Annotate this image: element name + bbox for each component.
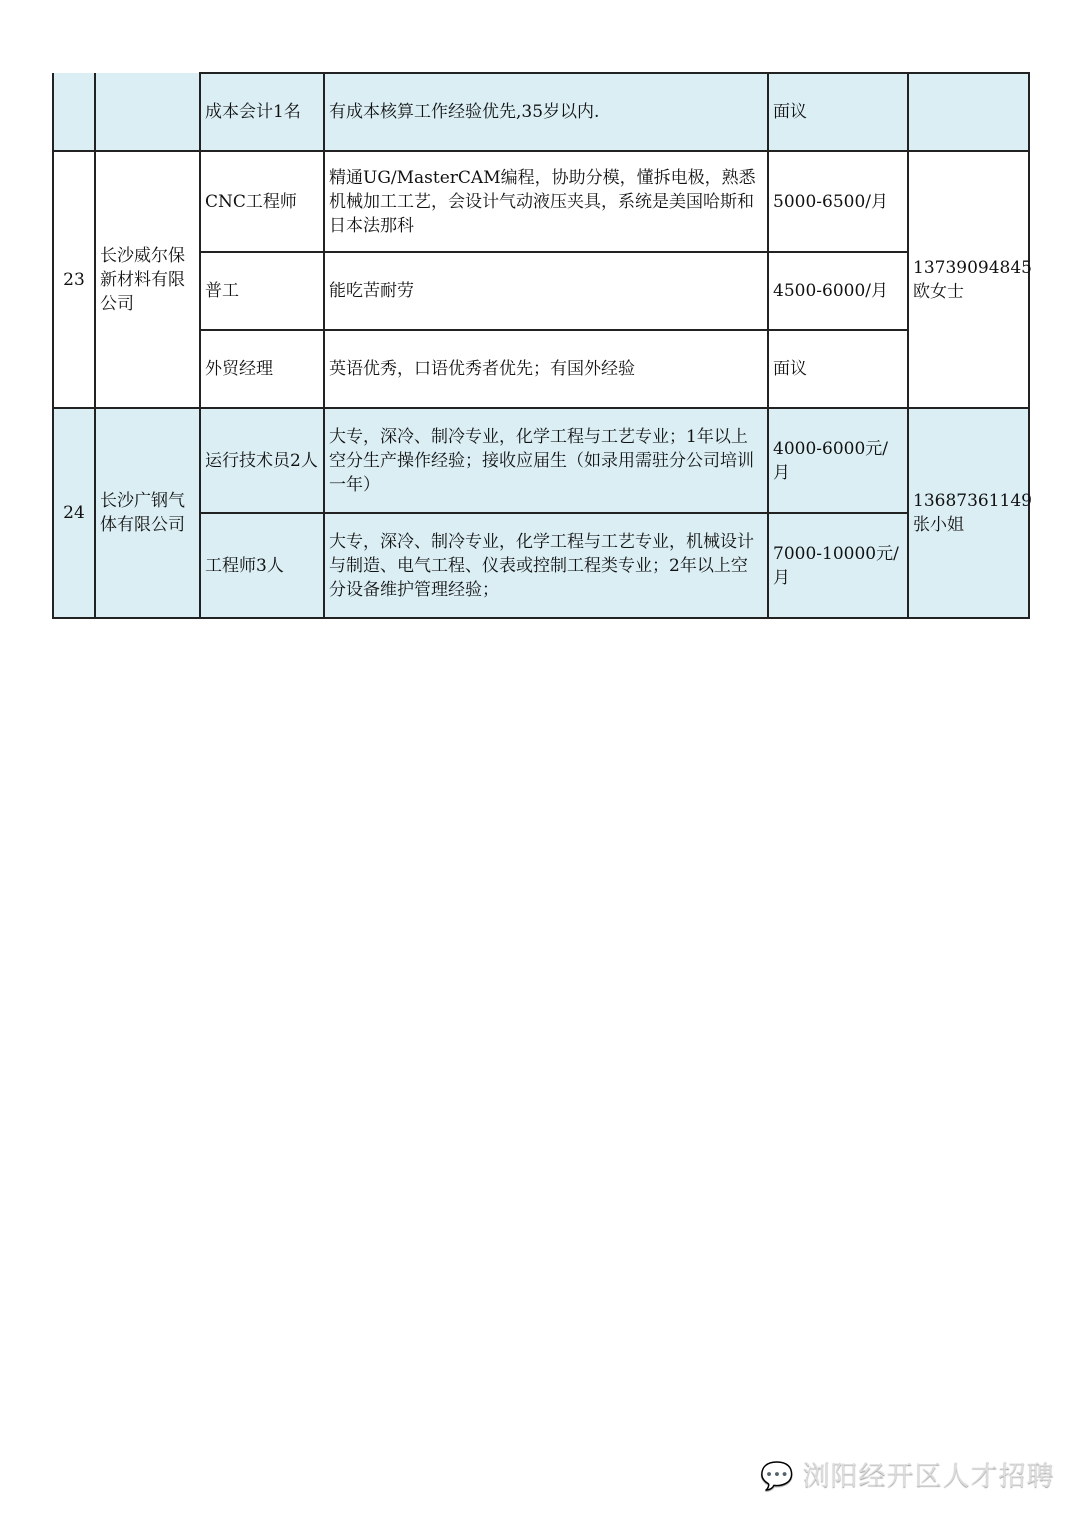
- requirements: 大专，深冷、制冷专业，化学工程与工艺专业，机械设计与制造、电气工程、仪表或控制工程类专业；2年以上空分设备维护管理经验；: [324, 513, 768, 618]
- requirements: 大专，深冷、制冷专业，化学工程与工艺专业；1年以上空分生产操作经验；接收应届生（如录用需驻分公司培训一年）: [324, 408, 768, 513]
- company: 长沙广钢气体有限公司: [95, 408, 200, 618]
- company: 长沙威尔保新材料有限公司: [95, 151, 200, 408]
- contact: [908, 73, 1029, 151]
- job-table: [52, 72, 1030, 619]
- table-row: [53, 408, 1029, 513]
- position: 工程师3人: [200, 513, 324, 618]
- salary: 4500-6000/月: [768, 252, 908, 330]
- requirements: 能吃苦耐劳: [324, 252, 768, 330]
- contact: 13739094845欧女士: [908, 151, 1029, 408]
- position: 外贸经理: [200, 330, 324, 408]
- requirements: 英语优秀，口语优秀者优先；有国外经验: [324, 330, 768, 408]
- salary: 面议: [768, 330, 908, 408]
- row-number: 23: [53, 151, 95, 408]
- table-row: [53, 252, 1029, 330]
- position: 运行技术员2人: [200, 408, 324, 513]
- table-row: [53, 330, 1029, 408]
- table-row: [53, 151, 1029, 252]
- company: [95, 73, 200, 151]
- salary: 4000-6000元/月: [768, 408, 908, 513]
- requirements: 精通UG/MasterCAM编程，协助分模，懂拆电极，熟悉机械加工工艺，会设计气动液压夹具，系统是美国哈斯和日本法那科: [324, 151, 768, 252]
- position: 成本会计1名: [200, 73, 324, 151]
- wechat-icon: 💬: [760, 1461, 795, 1492]
- watermark: [760, 1454, 1063, 1493]
- position: 普工: [200, 252, 324, 330]
- salary: 5000-6500/月: [768, 151, 908, 252]
- table-row: [53, 513, 1029, 618]
- salary: 面议: [768, 73, 908, 151]
- watermark-text: 浏阳经开区人才招聘: [802, 1461, 1055, 1492]
- salary: 7000-10000元/月: [768, 513, 908, 618]
- row-number: [53, 73, 95, 151]
- table-row: [53, 73, 1029, 151]
- contact: 13687361149张小姐: [908, 408, 1029, 618]
- requirements: 有成本核算工作经验优先,35岁以内.: [324, 73, 768, 151]
- row-number: 24: [53, 408, 95, 618]
- position: CNC工程师: [200, 151, 324, 252]
